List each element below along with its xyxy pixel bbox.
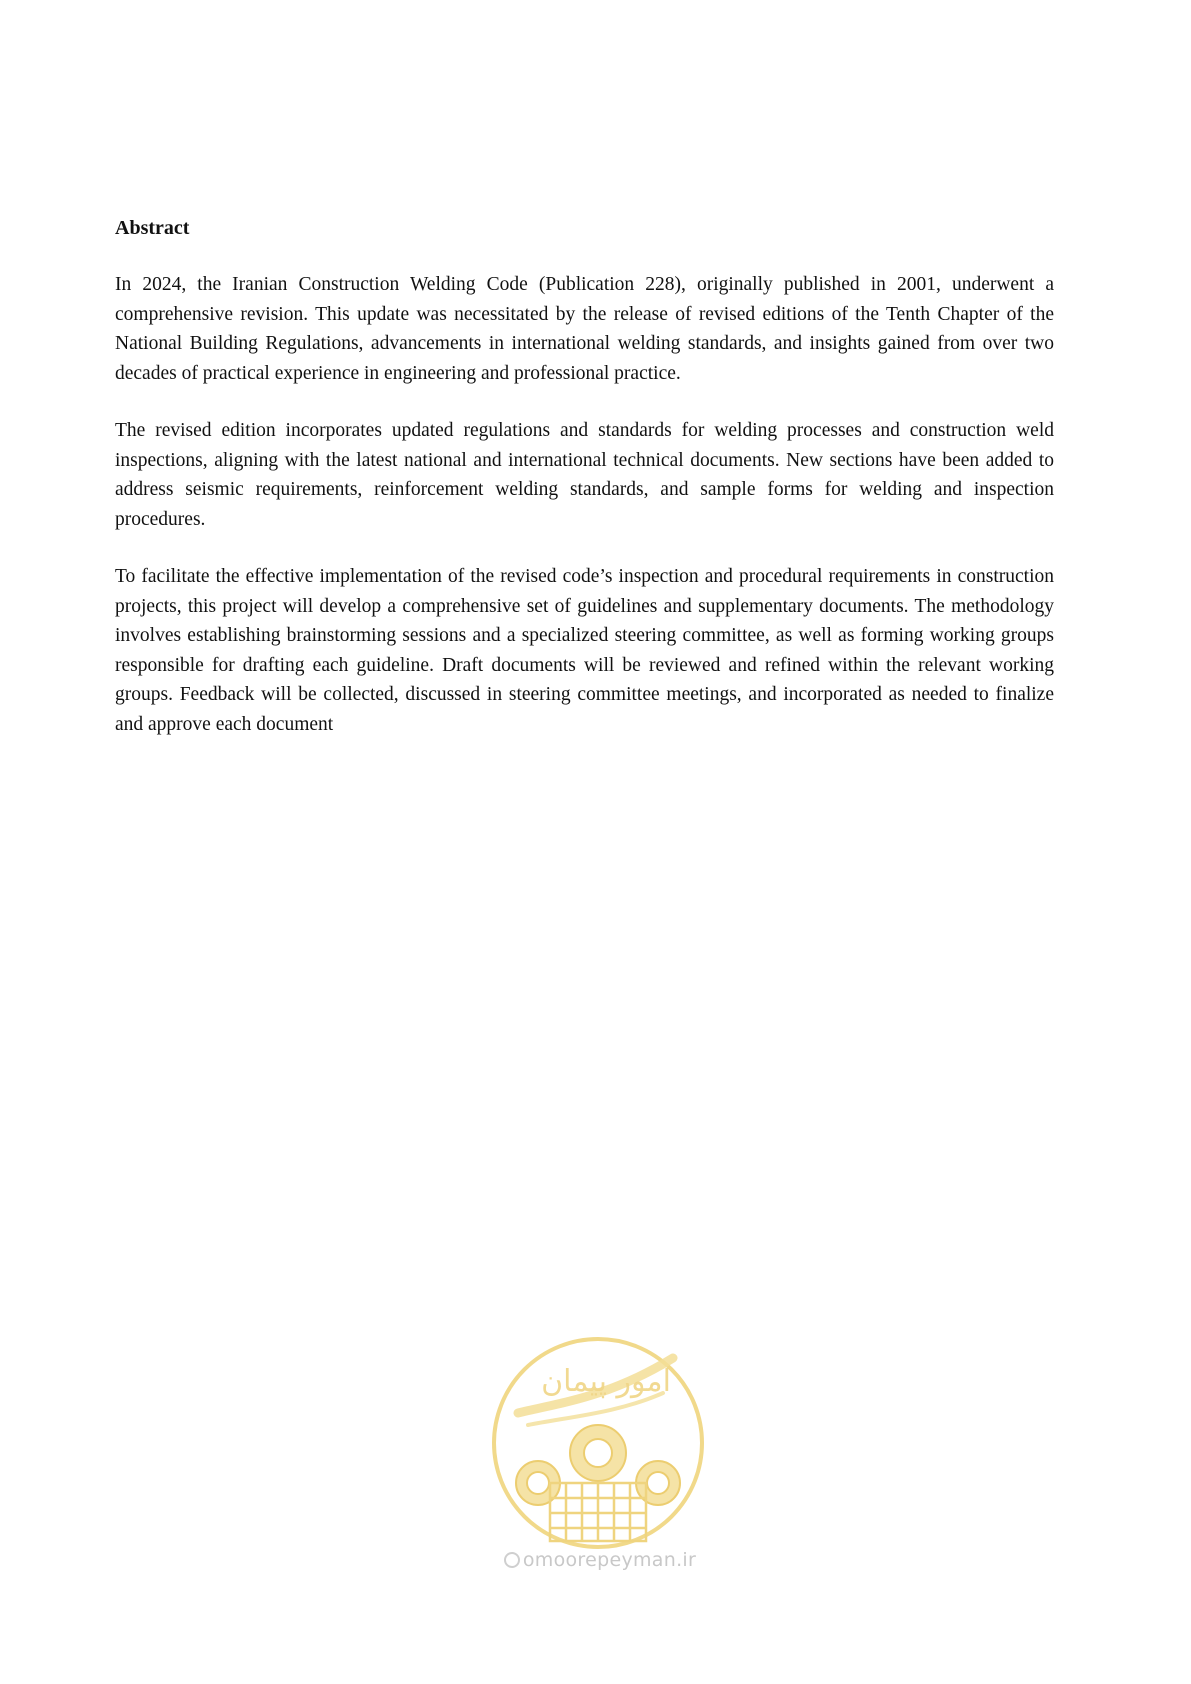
watermark-caption-text: omoorepeyman.ir xyxy=(522,1549,697,1571)
abstract-heading: Abstract xyxy=(115,217,190,239)
abstract-paragraph-1: In 2024, the Iranian Construction Welding Code (Publication 228), originally published in 2001, underwent a comprehensive revision. This update was necessitated by the release of revised editions of the Tenth Chapter of the National Building Regulations, advancements in international welding standards, and insights gained from over two decades of practical experience in engineering and professional practice. xyxy=(115,274,1054,384)
watermark-logo-text: امور پیمان xyxy=(541,1364,671,1399)
abstract-paragraph-3: To facilitate the effective implementation of the revised code’s inspection and procedural requirements in construction projects, this project will develop a comprehensive set of guidelines and supplementary documents. The methodology involves establishing brainstorming sessions and a specialized steering committee, as well as forming working groups responsible for drafting each guideline. Draft documents will be reviewed and refined within the relevant working groups. Feedback will be collected, discussed in steering committee meetings, and incorporated as needed to finalize and approve each document xyxy=(115,566,1054,735)
abstract-paragraph-2: The revised edition incorporates updated regulations and standards for welding processes and construction weld inspections, aligning with the latest national and international technical documents. New sections have been added to address seismic requirements, reinforcement welding standards, and sample forms for welding and inspection procedures. xyxy=(115,420,1054,530)
globe-icon xyxy=(504,1552,520,1568)
abstract-section xyxy=(115,214,1054,767)
watermark-caption xyxy=(490,1549,710,1571)
watermark-logo xyxy=(488,1333,708,1553)
